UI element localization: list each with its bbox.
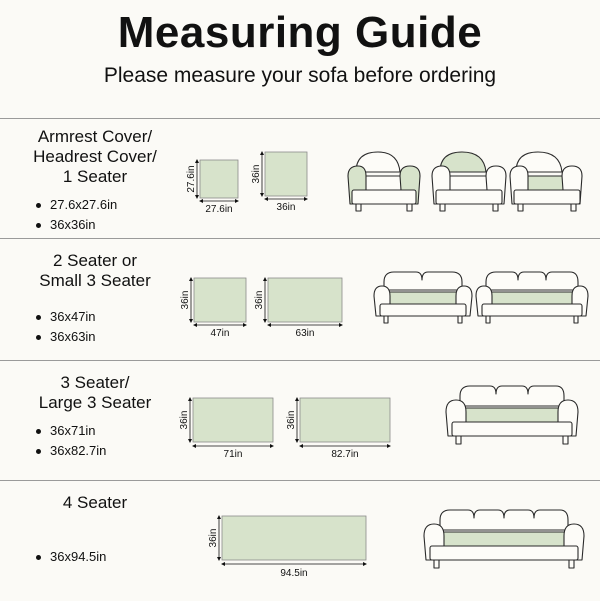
size-item: 36x71in	[36, 421, 106, 441]
page-subtitle: Please measure your sofa before ordering	[103, 64, 497, 87]
armchair-armrest-icon	[348, 152, 420, 211]
height-label: 36in	[180, 290, 191, 310]
4-seater-icon	[424, 510, 584, 568]
small-3-seater-icon	[476, 272, 588, 323]
width-label: 36in	[276, 202, 296, 213]
armchair-headrest-icon	[432, 152, 506, 211]
size-item: 36x63in	[36, 327, 96, 347]
armchair-seat-icon	[510, 152, 582, 211]
row-label: Armrest Cover/ Headrest Cover/ 1 Seater	[33, 127, 157, 186]
width-label: 94.5in	[280, 568, 308, 579]
swatch	[186, 160, 238, 215]
size-item: 36x47in	[36, 307, 96, 327]
row-label: 4 Seater	[62, 493, 128, 512]
height-label: 36in	[208, 528, 219, 548]
loveseat-icon	[374, 272, 472, 323]
swatch	[180, 278, 246, 339]
height-label: 36in	[179, 410, 190, 430]
width-label: 27.6in	[205, 204, 233, 215]
swatch	[208, 516, 366, 579]
size-item: 36x36in	[36, 215, 117, 235]
swatch	[251, 152, 307, 213]
width-label: 82.7in	[331, 449, 359, 460]
height-label: 36in	[254, 290, 265, 310]
size-item: 36x82.7in	[36, 441, 106, 461]
page-title: Measuring Guide	[117, 8, 483, 57]
height-label: 27.6in	[186, 165, 197, 193]
swatch	[254, 278, 342, 339]
swatch	[286, 398, 390, 460]
width-label: 71in	[223, 449, 243, 460]
height-label: 36in	[286, 410, 297, 430]
swatch	[179, 398, 273, 460]
size-item: 27.6x27.6in	[36, 195, 117, 215]
large-3-seater-icon	[446, 386, 578, 444]
row-label: 2 Seater or Small 3 Seater	[39, 251, 151, 290]
height-label: 36in	[251, 164, 262, 184]
row-label: 3 Seater/ Large 3 Seater	[38, 373, 152, 412]
width-label: 63in	[295, 328, 315, 339]
size-item: 36x94.5in	[36, 547, 106, 567]
width-label: 47in	[210, 328, 230, 339]
